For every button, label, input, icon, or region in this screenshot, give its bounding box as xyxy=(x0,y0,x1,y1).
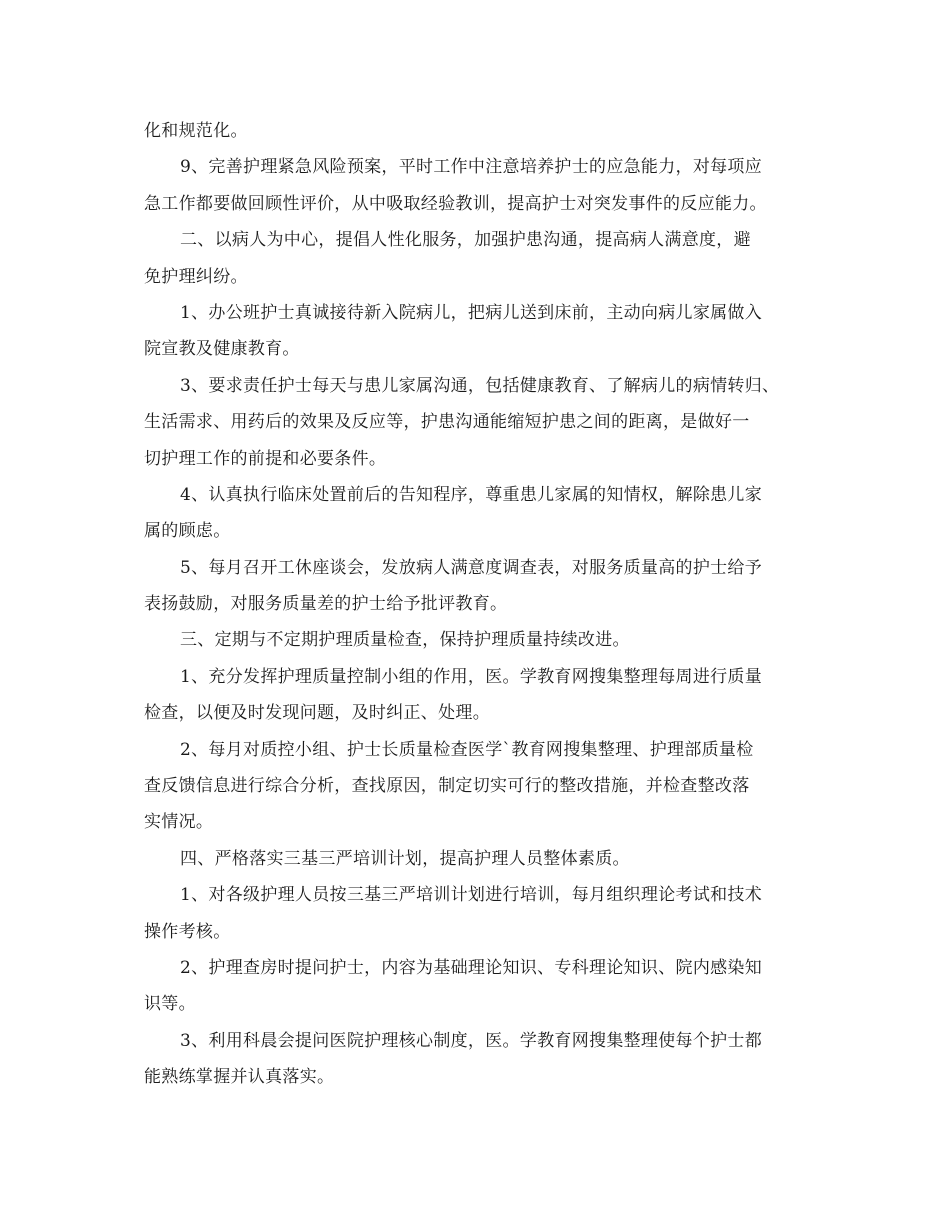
text-line: 1、充分发挥护理质量控制小组的作用，医。学教育网搜集整理每周进行质量 xyxy=(180,666,763,687)
section-heading: 三、定期与不定期护理质量检查，保持护理质量持续改进。 xyxy=(180,630,630,651)
section-heading: 二、以病人为中心，提倡人性化服务，加强护患沟通，提高病人满意度，避 xyxy=(180,230,751,251)
text-line: 生活需求、用药后的效果及反应等，护患沟通能缩短护患之间的距离，是做好一 xyxy=(144,412,750,433)
text-line: 化和规范化。 xyxy=(144,121,248,141)
text-line: 能熟练掌握并认真落实。 xyxy=(144,1067,335,1088)
text-line: 急工作都要做回顾性评价，从中吸取经验教训，提高护士对突发事件的反应能力。 xyxy=(144,193,767,214)
text-line: 操作考核。 xyxy=(144,921,231,942)
text-line: 9、完善护理紧急风险预案，平时工作中注意培养护士的应急能力，对每项应 xyxy=(180,157,763,178)
document-body xyxy=(144,113,824,1096)
text-line: 院宣教及健康教育。 xyxy=(144,339,300,360)
text-line: 表扬鼓励，对服务质量差的护士给予批评教育。 xyxy=(144,594,508,615)
text-line: 3、要求责任护士每天与患儿家属沟通，包括健康教育、了解病儿的病情转归、 xyxy=(180,375,780,396)
text-line: 5、每月召开工休座谈会，发放病人满意度调查表，对服务质量高的护士给予 xyxy=(180,557,763,578)
section-heading: 四、严格落实三基三严培训计划，提高护理人员整体素质。 xyxy=(180,848,630,869)
text-line: 识等。 xyxy=(144,994,196,1015)
text-line: 免护理纠纷。 xyxy=(144,266,248,287)
text-line: 1、办公班护士真诚接待新入院病儿，把病儿送到床前，主动向病儿家属做入 xyxy=(180,302,763,323)
text-line: 3、利用科晨会提问医院护理核心制度，医。学教育网搜集整理使每个护士都 xyxy=(180,1030,763,1051)
text-line: 4、认真执行临床处置前后的告知程序，尊重患儿家属的知情权，解除患儿家 xyxy=(180,484,763,505)
text-line: 1、对各级护理人员按三基三严培训计划进行培训，每月组织理论考试和技术 xyxy=(180,885,763,906)
text-line: 查反馈信息进行综合分析，查找原因，制定切实可行的整改措施，并检查整改落 xyxy=(144,776,750,797)
text-line: 2、每月对质控小组、护士长质量检查医学`教育网搜集整理、护理部质量检 xyxy=(180,739,754,760)
text-line: 实情况。 xyxy=(144,812,214,833)
text-line: 属的顾虑。 xyxy=(144,521,231,542)
text-block xyxy=(144,113,824,1096)
text-line: 检查，以便及时发现问题，及时纠正、处理。 xyxy=(144,703,490,724)
text-line: 2、护理查房时提问护士，内容为基础理论知识、专科理论知识、院内感染知 xyxy=(180,957,763,978)
text-line: 切护理工作的前提和必要条件。 xyxy=(144,448,387,469)
